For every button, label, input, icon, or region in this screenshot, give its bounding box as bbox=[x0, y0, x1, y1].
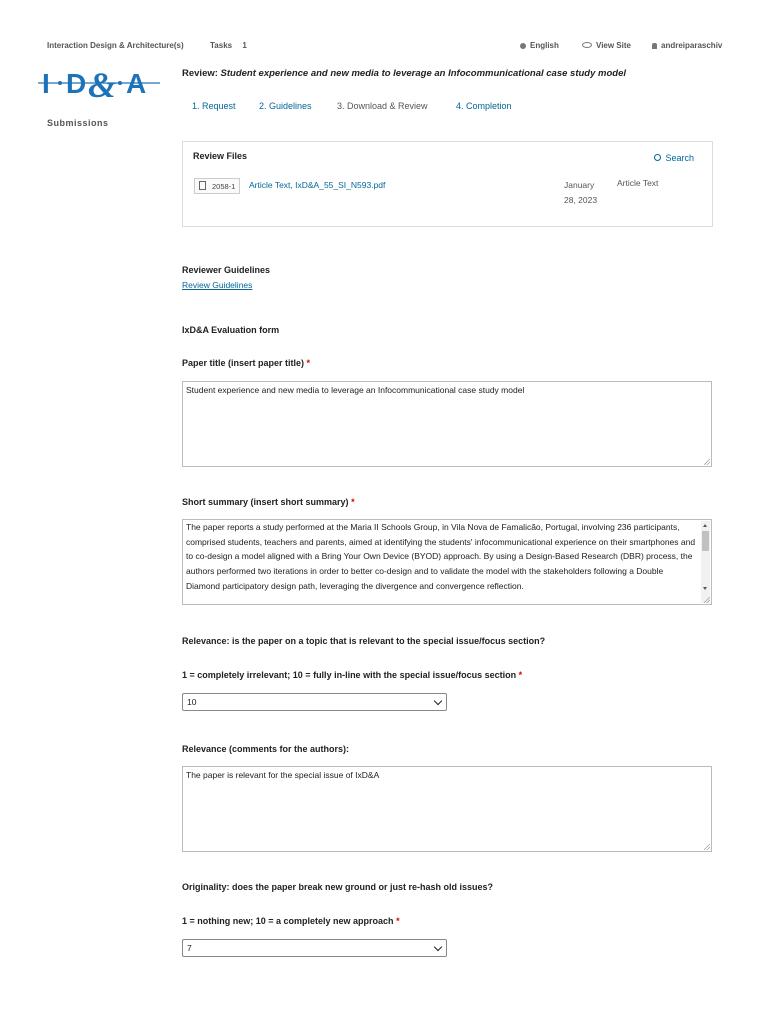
required-mark: * bbox=[351, 497, 355, 507]
resize-handle[interactable] bbox=[704, 844, 710, 850]
relevance-selected-value: 10 bbox=[187, 697, 197, 707]
required-mark: * bbox=[396, 916, 400, 926]
required-mark: * bbox=[306, 358, 311, 368]
summary-label bbox=[182, 497, 355, 507]
relevance-scale-label bbox=[182, 670, 522, 680]
svg-text:I: I bbox=[42, 68, 52, 99]
submissions-link[interactable]: Submissions bbox=[47, 118, 109, 128]
step-download-review[interactable]: 3. Download & Review bbox=[337, 101, 428, 111]
username: andreiparaschiv bbox=[661, 41, 723, 50]
chevron-down-icon bbox=[434, 943, 442, 951]
file-type: Article Text bbox=[617, 178, 659, 188]
originality-selected-value: 7 bbox=[187, 943, 192, 953]
paper-title-label-text: Paper title (insert paper title) bbox=[182, 358, 305, 368]
summary-label-text: Short summary (insert short summary) bbox=[182, 497, 349, 507]
paper-title-value: Student experience and new media to leverage an Infocommunicational case study model bbox=[186, 385, 525, 395]
tasks-count: 1 bbox=[242, 41, 247, 50]
file-download-link[interactable]: Article Text, IxD&A_55_SI_N593.pdf bbox=[249, 180, 386, 190]
relevance-comments-textarea[interactable] bbox=[182, 766, 712, 852]
search-button[interactable] bbox=[654, 153, 694, 163]
file-id: 2058-1 bbox=[212, 182, 236, 191]
tasks-label: Tasks bbox=[210, 41, 233, 50]
resize-handle[interactable] bbox=[704, 459, 710, 465]
journal-link[interactable]: Interaction Design & Architecture(s) bbox=[47, 41, 184, 50]
required-mark: * bbox=[518, 670, 523, 680]
paper-title-textarea[interactable] bbox=[182, 381, 712, 467]
resize-handle[interactable] bbox=[704, 597, 710, 603]
relevance-scale-text: 1 = completely irrelevant; 10 = fully in-line with the special issue/focus section bbox=[182, 670, 517, 680]
review-files-panel bbox=[182, 141, 713, 227]
scroll-down-icon[interactable] bbox=[703, 587, 707, 590]
originality-scale-label bbox=[182, 916, 400, 926]
search-icon bbox=[654, 154, 661, 161]
user-menu[interactable] bbox=[652, 41, 722, 50]
file-icon bbox=[199, 181, 206, 190]
tasks-link[interactable] bbox=[210, 41, 247, 50]
originality-question: Originality: does the paper break new ground or just re-hash old issues? bbox=[182, 882, 494, 892]
summary-scrollbar[interactable] bbox=[701, 521, 710, 603]
review-guidelines-link[interactable]: Review Guidelines bbox=[182, 280, 253, 290]
chevron-down-icon bbox=[434, 697, 442, 705]
view-site-label: View Site bbox=[596, 41, 631, 50]
globe-icon bbox=[520, 43, 526, 49]
svg-text:&: & bbox=[88, 65, 117, 102]
top-bar bbox=[0, 36, 768, 54]
journal-logo[interactable] bbox=[38, 64, 160, 102]
user-icon bbox=[652, 43, 657, 49]
view-site-link[interactable] bbox=[582, 41, 631, 50]
summary-value: The paper reports a study performed at the Maria II Schools Group, in Vila Nova de Famalicão, Portugal, involving 236 participants, comprised students, teachers and parents, aimed at identifying the students' infocommunicational experience on their smartphones and to co-design a model aligned with a Bring Your Own Device (BYOD) approach. By using a Design-Based Research (DBR) process, the authors performed two iterations in order to better co-design and to validate the model with the stakeholders following a Double Diamond participatory design path, leveraging the divergence and convergence reflection. bbox=[186, 522, 696, 591]
summary-textarea[interactable] bbox=[182, 519, 712, 605]
logo-graphic bbox=[38, 64, 160, 102]
step-request[interactable]: 1. Request bbox=[192, 101, 236, 111]
file-date: January 28, 2023 bbox=[564, 180, 598, 205]
originality-select[interactable] bbox=[182, 939, 447, 957]
svg-text:D: D bbox=[66, 68, 87, 99]
title-text: Student experience and new media to leverage an Infocommunicational case study model bbox=[220, 68, 626, 79]
form-title: IxD&A Evaluation form bbox=[182, 325, 280, 335]
step-guidelines[interactable]: 2. Guidelines bbox=[259, 101, 312, 111]
reviewer-guidelines-heading: Reviewer Guidelines bbox=[182, 265, 271, 275]
scroll-thumb[interactable] bbox=[702, 531, 709, 551]
paper-title-label bbox=[182, 358, 310, 368]
step-completion[interactable]: 4. Completion bbox=[456, 101, 512, 111]
title-prefix: Review: bbox=[182, 68, 218, 79]
language-label: English bbox=[530, 41, 559, 50]
page-title bbox=[182, 68, 742, 79]
search-label: Search bbox=[665, 153, 694, 163]
relevance-comments-label: Relevance (comments for the authors): bbox=[182, 744, 350, 754]
originality-scale-text: 1 = nothing new; 10 = a completely new approach bbox=[182, 916, 394, 926]
file-id-badge bbox=[194, 178, 240, 194]
relevance-question: Relevance: is the paper on a topic that is relevant to the special issue/focus section? bbox=[182, 636, 546, 646]
review-files-header: Review Files bbox=[193, 151, 248, 161]
relevance-select[interactable] bbox=[182, 693, 447, 711]
eye-icon bbox=[582, 42, 592, 48]
svg-text:A: A bbox=[126, 68, 147, 99]
relevance-comments-value: The paper is relevant for the special issue of IxD&A bbox=[186, 770, 380, 780]
language-link[interactable] bbox=[520, 41, 559, 50]
scroll-up-icon[interactable] bbox=[703, 524, 707, 527]
